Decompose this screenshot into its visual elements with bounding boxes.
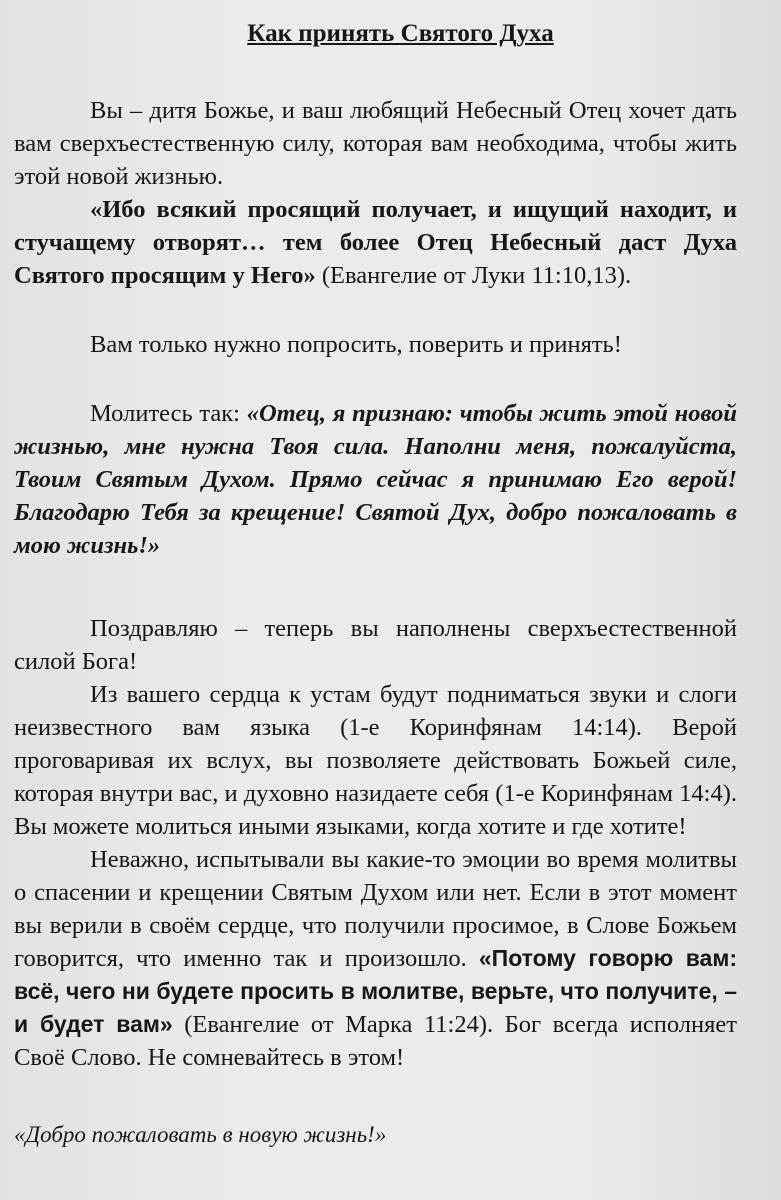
closing-line: «Добро пожаловать в новую жизнь!» xyxy=(14,1122,387,1147)
paragraph-ask-believe: Вам только нужно попросить, поверить и принять! xyxy=(90,331,622,358)
paragraph-intro: Вы – дитя Божье, и ваш любящий Небесный Отец хочет дать вам сверхъестественную силу, которая вам необходима, чтобы жить этой новой жизнью. xyxy=(14,97,737,190)
paragraph-congratulations: Поздравляю – теперь вы наполнены сверхъестественной силой Бога! xyxy=(14,615,737,675)
mark-quote: «Потому говорю вам: всё, чего ни будете просить в молитве, верьте, что получите, – и будет вам» xyxy=(14,945,737,1037)
paragraph-prayer xyxy=(14,397,737,562)
luke-reference: (Евангелие от Луки 11:10,13). xyxy=(315,262,632,289)
paragraph-tongues: Из вашего сердца к устам будут подниматься звуки и слоги неизвестного вам языка (1-е Коринфянам 14:14). Верой проговаривая их вслух, вы позволяете действовать Божьей силе, которая внутри вас, и духовно назидаете себя (1-е Коринфянам 14:4). Вы можете молиться иными языками, когда хотите и где хотите! xyxy=(14,681,737,840)
mark-reference: (Евангелие от Марка 11:24). Бог всегда исполняет Своё Слово. Не сомневайтесь в этом! xyxy=(14,1011,737,1071)
emotions-text: Неважно, испытывали вы какие-то эмоции во время молитвы о спасении и крещении Святым Духом или нет. Если в этот момент вы верили в своём сердце, что получили просимое, в Слове Божьем говорится, что именно так и произошло. xyxy=(14,846,737,972)
prayer-intro: Молитесь так: xyxy=(90,400,247,427)
paragraph-luke-quote xyxy=(14,193,737,292)
paragraph-emotions xyxy=(14,843,737,1074)
prayer-text: «Отец, я признаю: чтобы жить этой новой жизнью, мне нужна Твоя сила. Наполни меня, пожалуйста, Твоим Святым Духом. Прямо сейчас я принимаю Его верой! Благодарю Тебя за крещение! Святой Дух, добро пожаловать в мою жизнь!» xyxy=(14,400,737,559)
luke-quote: «Ибо всякий просящий получает, и ищущий находит, и стучащему отворят… тем более Отец Небесный даст Духа Святого просящим у Него» xyxy=(14,196,737,289)
page-title: Как принять Святого Духа xyxy=(247,20,554,47)
